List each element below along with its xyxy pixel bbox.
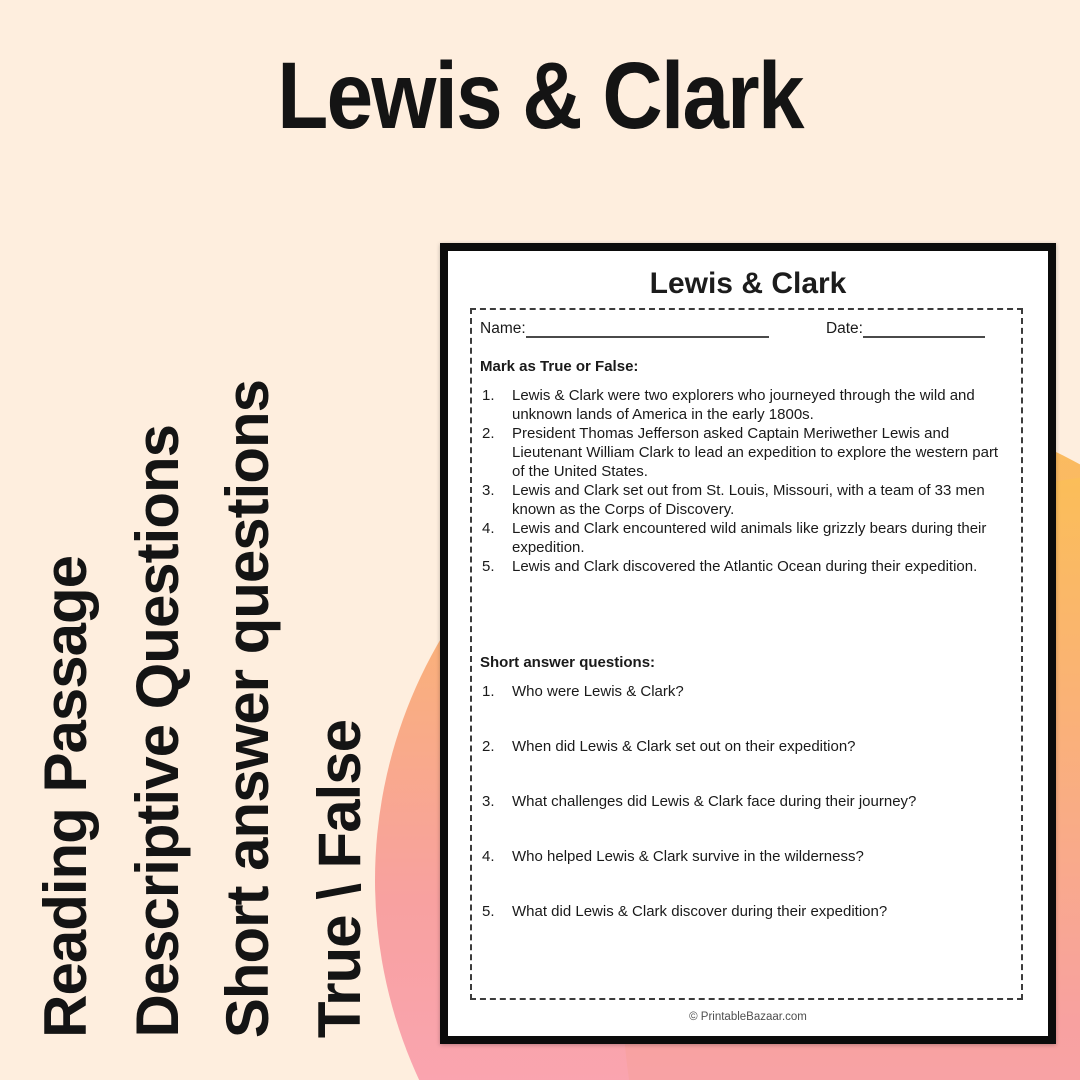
item-text: Lewis and Clark discovered the Atlantic Ocean during their expedition. [512, 558, 978, 575]
name-date-row [472, 310, 1021, 338]
date-field [826, 320, 985, 338]
item-text: Lewis and Clark encountered wild animals like grizzly bears during their expedition. [512, 520, 987, 556]
item-text: What challenges did Lewis & Clark face during their journey? [512, 793, 917, 810]
short-answer-item [472, 737, 1003, 756]
short-answer-heading: Short answer questions: [480, 654, 656, 671]
worksheet-copyright: © PrintableBazaar.com [689, 1011, 807, 1023]
item-number: 4. [482, 520, 495, 537]
short-answer-item [472, 847, 1003, 866]
side-label-short-answer-questions: Short answer questions [214, 379, 281, 1038]
item-number: 5. [482, 558, 495, 575]
item-text: When did Lewis & Clark set out on their expedition? [512, 738, 856, 755]
item-text: Who were Lewis & Clark? [512, 683, 684, 700]
true-false-list [472, 386, 1021, 576]
item-text: What did Lewis & Clark discover during their expedition? [512, 903, 888, 920]
short-answer-item [472, 792, 1003, 811]
item-number: 5. [482, 903, 495, 920]
side-label-true-false: True \ False [306, 719, 373, 1038]
date-fill-line [863, 320, 985, 338]
worksheet-dashed-frame [470, 308, 1023, 1000]
true-false-item [472, 519, 1003, 557]
page-title: Lewis & Clark [277, 43, 803, 149]
true-false-item [472, 481, 1003, 519]
true-false-item [472, 424, 1003, 481]
short-answer-list [472, 682, 1021, 921]
side-label-descriptive-questions: Descriptive Questions [124, 425, 191, 1038]
date-label: Date: [825, 320, 863, 337]
short-answer-item [472, 902, 1003, 921]
worksheet-title: Lewis & Clark [649, 267, 847, 300]
short-answer-item [472, 682, 1003, 701]
side-label-reading-passage: Reading Passage [32, 556, 99, 1038]
item-number: 3. [482, 793, 495, 810]
item-number: 4. [482, 848, 495, 865]
name-fill-line [526, 320, 769, 338]
item-text: Who helped Lewis & Clark survive in the wilderness? [512, 848, 864, 865]
item-text: Lewis & Clark were two explorers who journeyed through the wild and unknown lands of America in the early 1800s. [512, 387, 975, 423]
true-false-item [472, 557, 1003, 576]
name-field [480, 320, 769, 338]
worksheet-preview [440, 243, 1056, 1044]
item-number: 2. [482, 425, 495, 442]
item-number: 3. [482, 482, 495, 499]
item-number: 1. [482, 683, 495, 700]
item-number: 1. [482, 387, 495, 404]
item-text: Lewis and Clark set out from St. Louis, Missouri, with a team of 33 men known as the Corps of Discovery. [512, 482, 985, 518]
name-label: Name: [480, 320, 526, 337]
item-number: 2. [482, 738, 495, 755]
true-false-item [472, 386, 1003, 424]
true-false-heading: Mark as True or False: [480, 358, 639, 375]
item-text: President Thomas Jefferson asked Captain Meriwether Lewis and Lieutenant William Clark to lead an expedition to explore the western part of the United States. [512, 425, 999, 480]
